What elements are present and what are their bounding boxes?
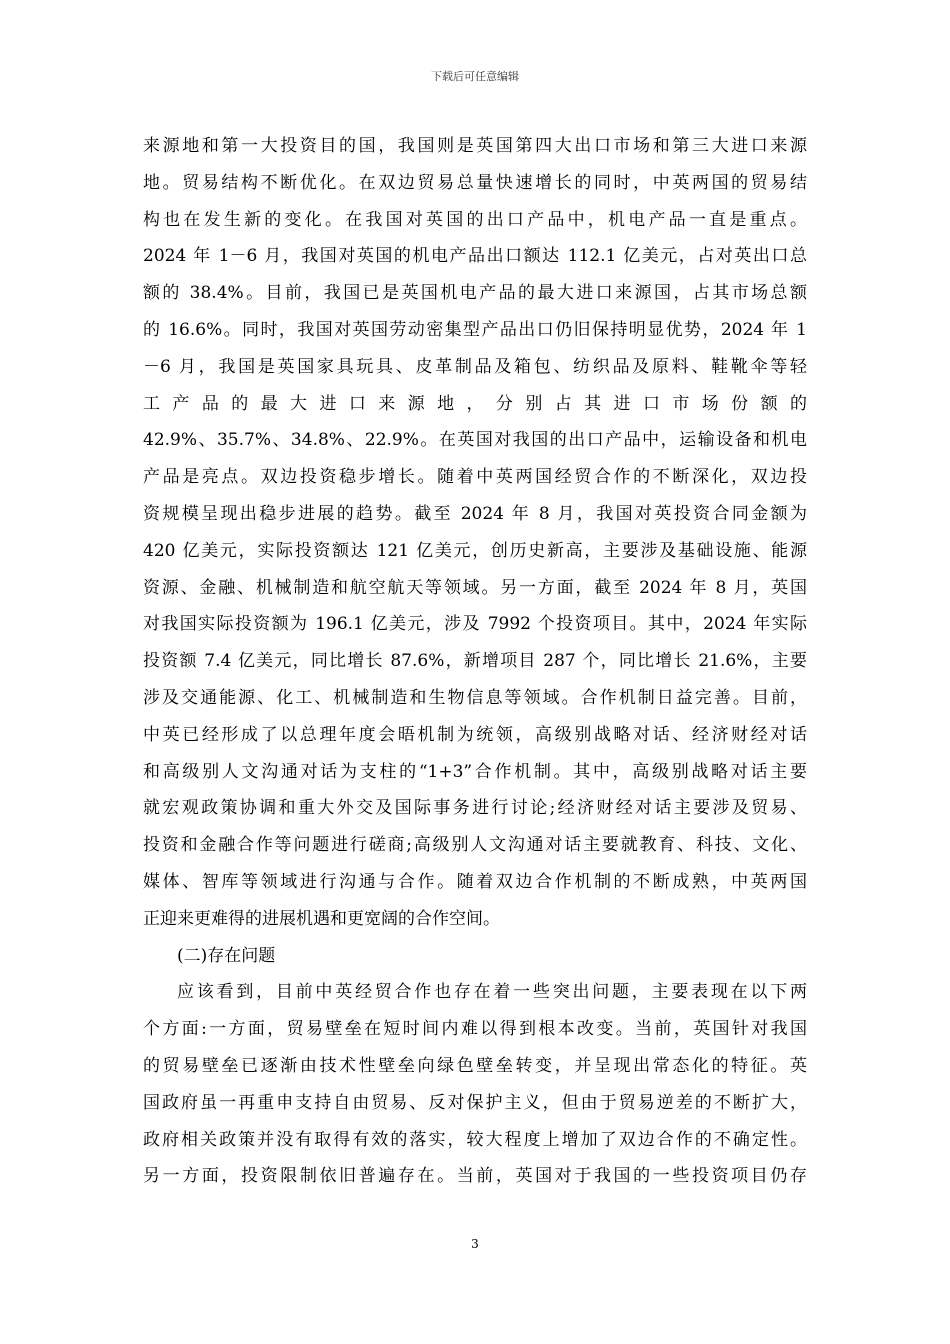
section-heading: (二)存在问题 xyxy=(177,945,276,966)
text-line: 42.9%、35.7%、34.8%、22.9%。在英国对我国的出口产品中，运输设备和机电 xyxy=(143,430,807,451)
page-header: 下载后可任意编辑 xyxy=(431,70,519,83)
text-line: 政府相关政策并没有取得有效的落实，较大程度上增加了双边合作的不确定性。 xyxy=(143,1129,807,1150)
text-line: 2024 年 1－6 月，我国对英国的机电产品出口额达 112.1 亿美元，占对英出口总 xyxy=(143,246,807,267)
text-line: 应该看到，目前中英经贸合作也存在着一些突出问题，主要表现在以下两 xyxy=(177,982,807,1003)
text-line: 额的 38.4%。目前，我国已是英国机电产品的最大进口来源国，占其市场总额 xyxy=(143,283,807,304)
text-line: 和高级别人文沟通对话为支柱的“1+3”合作机制。其中，高级别战略对话主要 xyxy=(143,761,807,782)
text-line: 就宏观政策协调和重大外交及国际事务进行讨论;经济财经对话主要涉及贸易、 xyxy=(143,798,807,819)
text-line: 个方面:一方面，贸易壁垒在短时间内难以得到根本改变。当前，英国针对我国 xyxy=(143,1019,807,1040)
text-line: 对我国实际投资额为 196.1 亿美元，涉及 7992 个投资项目。其中，2024 年实际 xyxy=(143,614,807,635)
page-number: 3 xyxy=(471,1237,479,1251)
text-line: 投资和金融合作等问题进行磋商;高级别人文沟通对话主要就教育、科技、文化、 xyxy=(143,835,807,856)
text-line: 地。贸易结构不断优化。在双边贸易总量快速增长的同时，中英两国的贸易结 xyxy=(143,172,807,193)
text-line: 构也在发生新的变化。在我国对英国的出口产品中，机电产品一直是重点。 xyxy=(143,209,807,230)
text-line: 媒体、智库等领域进行沟通与合作。随着双边合作机制的不断成熟，中英两国 xyxy=(143,871,807,892)
document-body xyxy=(143,128,807,1195)
text-line: 国政府虽一再重申支持自由贸易、反对保护主义，但由于贸易逆差的不断扩大， xyxy=(143,1092,807,1113)
text-line: 的贸易壁垒已逐渐由技术性壁垒向绿色壁垒转变，并呈现出常态化的特征。英 xyxy=(143,1055,807,1076)
text-line: 420 亿美元，实际投资额达 121 亿美元，创历史新高，主要涉及基础设施、能源 xyxy=(143,540,807,561)
text-line: 涉及交通能源、化工、机械制造和生物信息等领域。合作机制日益完善。目前， xyxy=(143,687,807,708)
text-line: 正迎来更难得的进展机遇和更宽阔的合作空间。 xyxy=(143,908,500,929)
text-line: 产品是亮点。双边投资稳步增长。随着中英两国经贸合作的不断深化，双边投 xyxy=(143,467,807,488)
text-line: －6 月，我国是英国家具玩具、皮革制品及箱包、纺织品及原料、鞋靴伞等轻 xyxy=(143,356,807,377)
text-line: 投资额 7.4 亿美元，同比增长 87.6%，新增项目 287 个，同比增长 21.6%，主要 xyxy=(143,651,807,672)
text-line: 中英已经形成了以总理年度会晤机制为统领，高级别战略对话、经济财经对话 xyxy=(143,724,807,745)
text-line: 工 产 品 的 最 大 进 口 来 源 地 ， 分 别 占 其 进 口 市 场 份 额 的 xyxy=(143,393,807,414)
text-line: 的 16.6%。同时，我国对英国劳动密集型产品出口仍旧保持明显优势，2024 年 1 xyxy=(143,319,807,340)
text-line: 资规模呈现出稳步进展的趋势。截至 2024 年 8 月，我国对英投资合同金额为 xyxy=(143,503,807,524)
text-line: 资源、金融、机械制造和航空航天等领域。另一方面，截至 2024 年 8 月，英国 xyxy=(143,577,807,598)
text-line: 另一方面，投资限制依旧普遍存在。当前，英国对于我国的一些投资项目仍存 xyxy=(143,1166,807,1187)
text-line: 来源地和第一大投资目的国，我国则是英国第四大出口市场和第三大进口来源 xyxy=(143,136,807,156)
